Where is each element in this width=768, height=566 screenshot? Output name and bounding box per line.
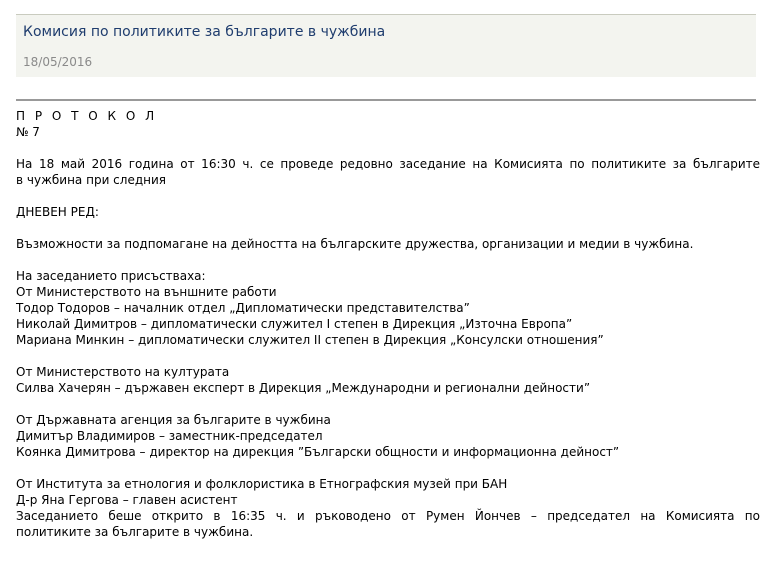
institute-heading: От Института за етнология и фолклористика в Етнографския музей при БАН bbox=[16, 477, 508, 491]
attendee-line: Коянка Димитрова – директор на дирекция ”Български общности и информационна дейност” bbox=[16, 445, 620, 459]
protocol-heading: П Р О Т О К О Л bbox=[16, 109, 158, 123]
spacer bbox=[16, 220, 760, 236]
mfa-heading: От Министерството на външните работи bbox=[16, 285, 277, 299]
opening-paragraph-line: политиките за българите в чужбина. bbox=[16, 525, 254, 539]
attendee-line: Мариана Минкин – дипломатически служител II степен в Дирекция „Консулски отношения” bbox=[16, 333, 604, 347]
publish-date: 18/05/2016 bbox=[23, 55, 93, 69]
agenda-heading: ДНЕВЕН РЕД: bbox=[16, 205, 99, 219]
header-divider bbox=[16, 99, 756, 101]
attendance-heading: На заседанието присъстваха: bbox=[16, 269, 206, 283]
attendee-line: Д-р Яна Гергова – главен асистент bbox=[16, 493, 238, 507]
agenda-item: Възможности за подпомагане на дейността на българските дружества, организации и медии в чужбина. bbox=[16, 237, 694, 251]
page-title: Комисия по политиките за българите в чужбина bbox=[23, 24, 386, 40]
attendee-line: Николай Димитров – дипломатически служител I степен в Дирекция „Източна Европа” bbox=[16, 317, 573, 331]
opening-paragraph-line: Заседанието беше открито в 16:35 ч. и ръководено от Румен Йончев – председател на Комисията по bbox=[16, 509, 760, 523]
spacer bbox=[16, 348, 760, 364]
spacer bbox=[16, 396, 760, 412]
protocol-body bbox=[16, 108, 760, 540]
spacer bbox=[16, 460, 760, 476]
spacer bbox=[16, 140, 760, 156]
intro-paragraph-line: На 18 май 2016 година от 16:30 ч. се проведе редовно заседание на Комисията по политиките за българите bbox=[16, 157, 760, 171]
agency-heading: От Държавната агенция за българите в чужбина bbox=[16, 413, 331, 427]
article-header bbox=[16, 14, 756, 77]
protocol-number: № 7 bbox=[16, 125, 40, 139]
attendee-line: Силва Хачерян – държавен експерт в Дирекция „Международни и регионални дейности” bbox=[16, 381, 591, 395]
attendee-line: Тодор Тодоров – началник отдел „Дипломатически представителства” bbox=[16, 301, 470, 315]
culture-heading: От Министерството на културата bbox=[16, 365, 230, 379]
intro-paragraph-line: в чужбина при следния bbox=[16, 173, 166, 187]
spacer bbox=[16, 188, 760, 204]
spacer bbox=[16, 252, 760, 268]
attendee-line: Димитър Владимиров – заместник-председател bbox=[16, 429, 323, 443]
